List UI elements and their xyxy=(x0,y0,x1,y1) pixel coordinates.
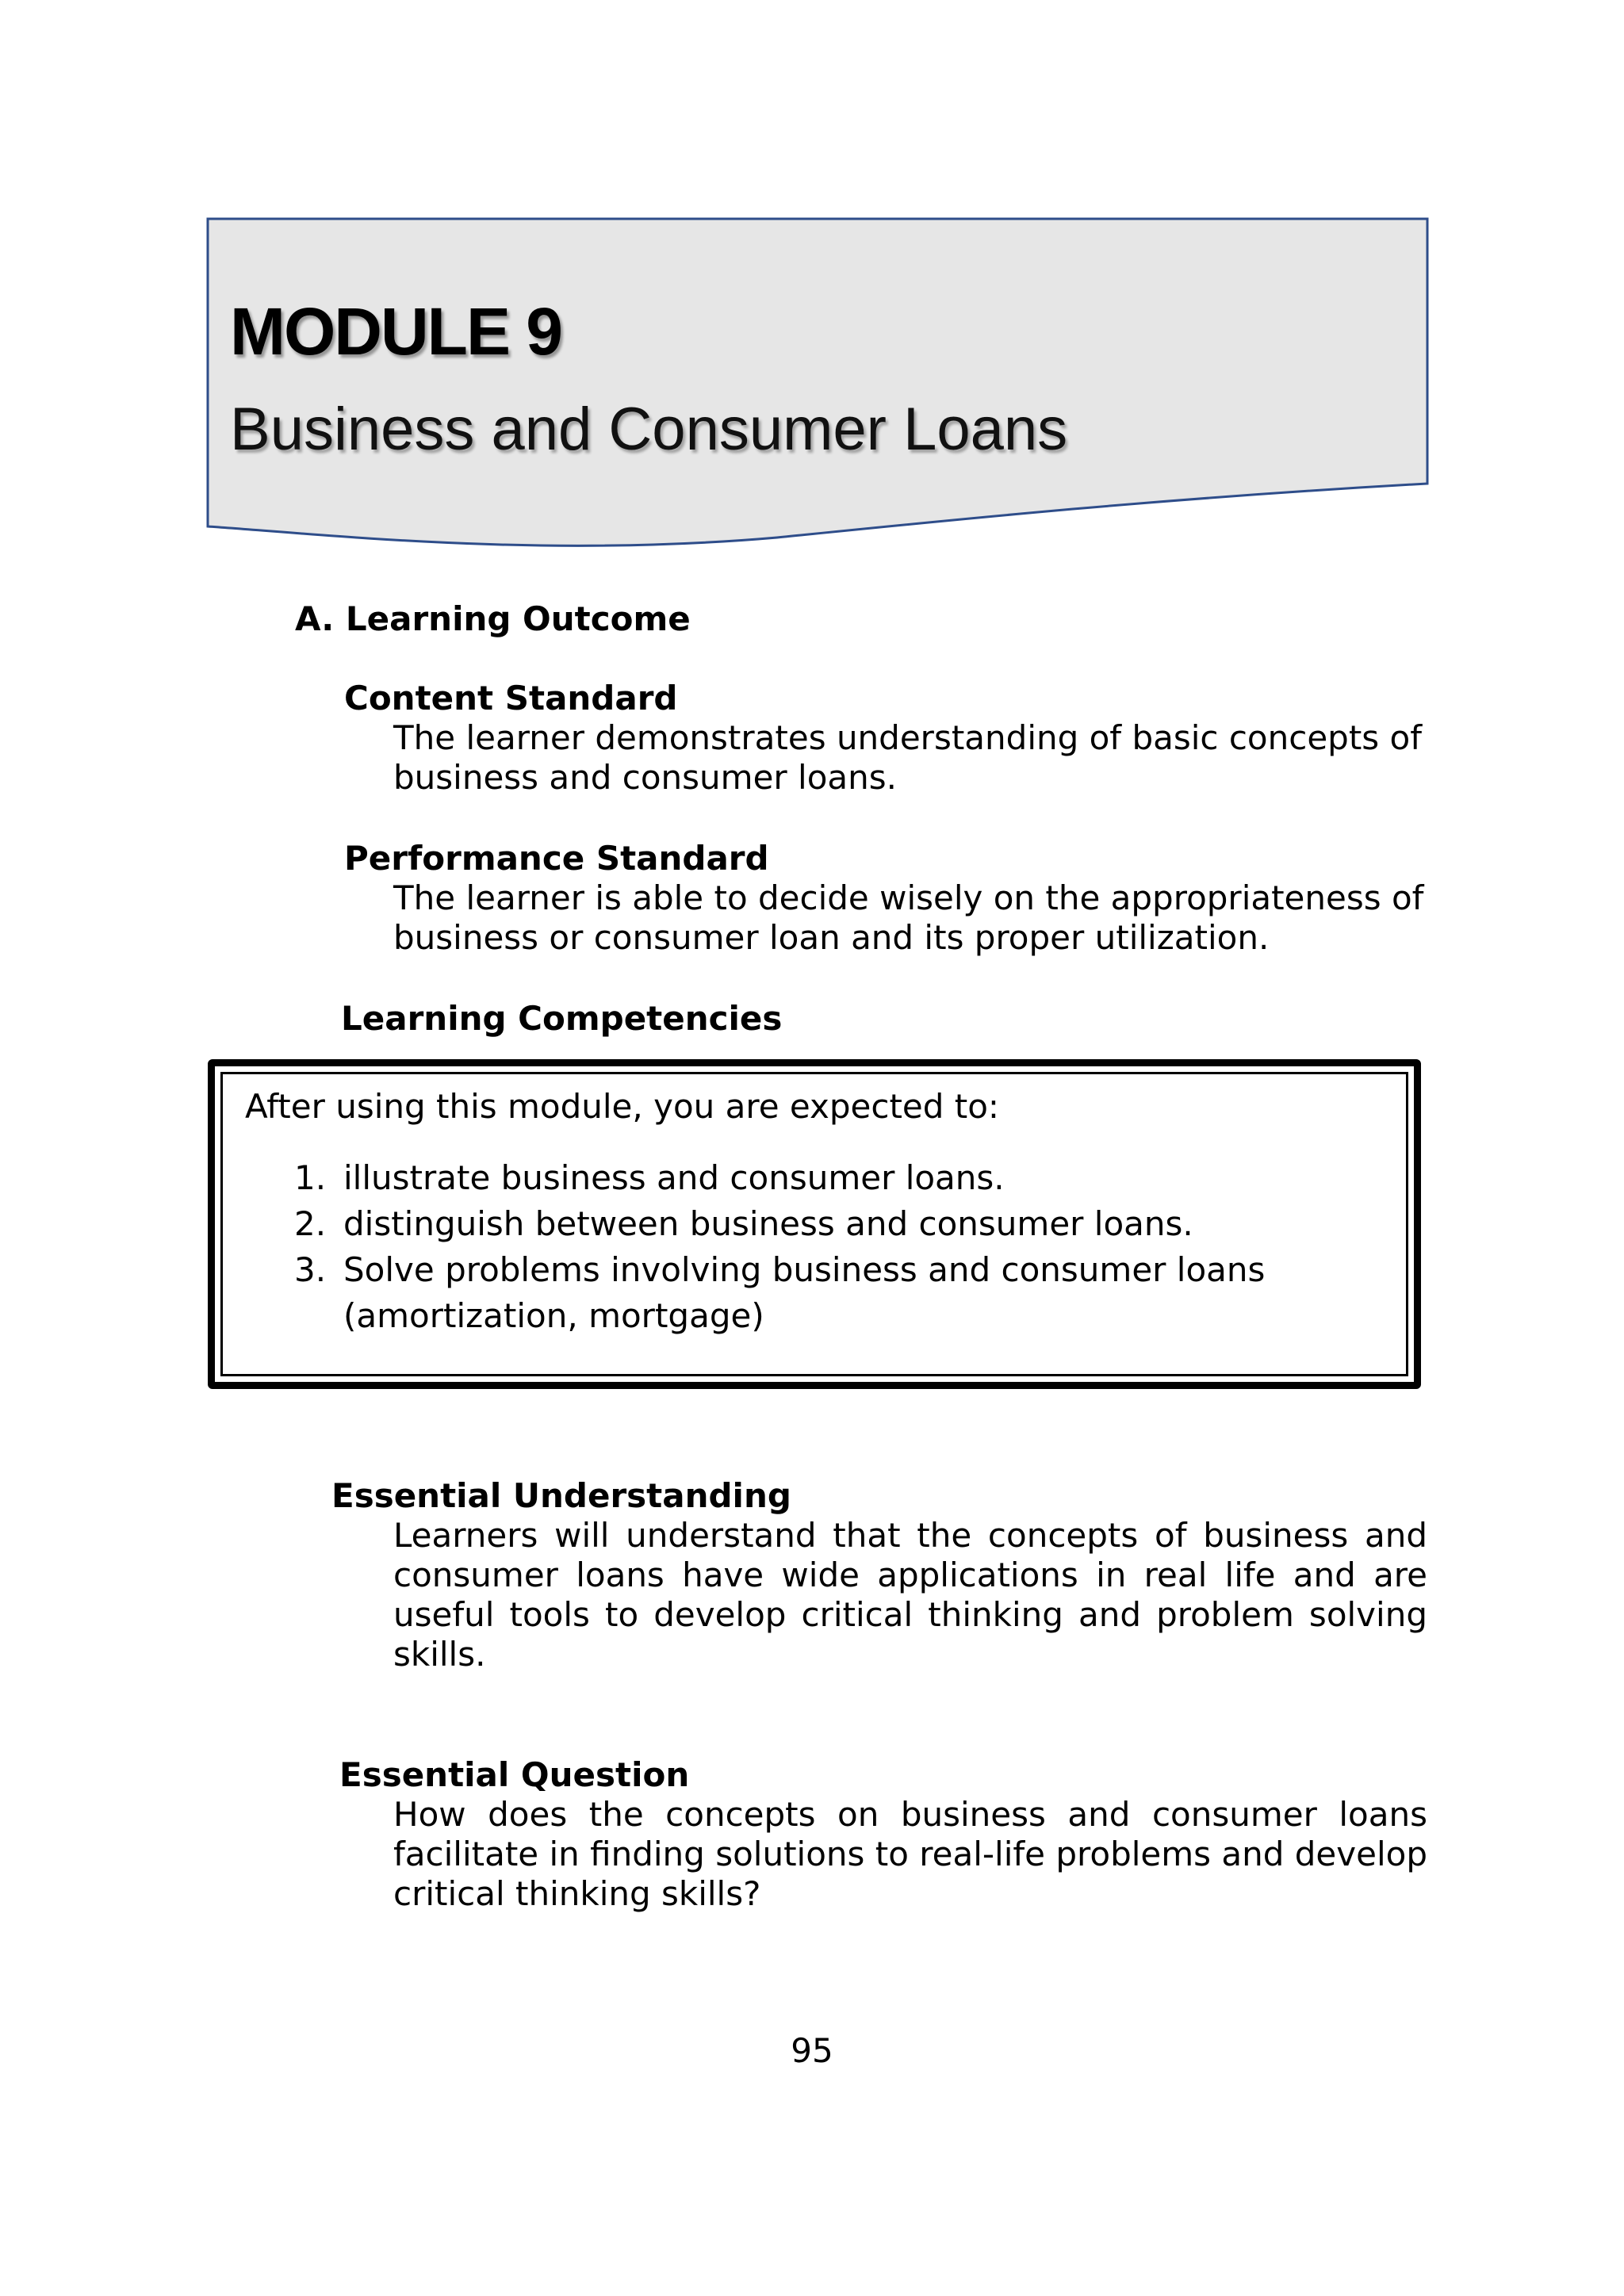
competencies-box xyxy=(208,1059,1421,1389)
performance-standard-text: The learner is able to decide wisely on the appropriateness of business or consumer loan and its proper utilization. xyxy=(393,878,1424,957)
learning-competencies-heading: Learning Competencies xyxy=(341,999,783,1038)
module-number: MODULE 9 xyxy=(230,294,562,369)
list-item-number: 2. xyxy=(294,1204,327,1243)
list-item-number: 1. xyxy=(294,1158,327,1197)
module-banner xyxy=(206,217,1429,550)
list-item xyxy=(245,1155,1371,1201)
competencies-intro: After using this module, you are expected to: xyxy=(245,1087,1000,1126)
list-item-text: distinguish between business and consumer loans. xyxy=(343,1204,1193,1243)
essential-question-text: How does the concepts on business and consumer loans facilitate in finding solutions to real-life problems and develop critical thinking skills? xyxy=(393,1795,1427,1913)
list-item-text: Solve problems involving business and consumer loans (amortization, mortgage) xyxy=(343,1250,1266,1335)
module-title: Business and Consumer Loans xyxy=(230,396,1068,463)
list-item xyxy=(245,1247,1371,1339)
essential-question-heading: Essential Question xyxy=(339,1755,690,1794)
essential-understanding-heading: Essential Understanding xyxy=(331,1476,791,1515)
list-item xyxy=(245,1201,1371,1247)
content-standard-text: The learner demonstrates understanding of basic concepts of business and consumer loans. xyxy=(393,718,1423,797)
page-number: 95 xyxy=(791,2031,833,2070)
performance-standard-heading: Performance Standard xyxy=(344,839,769,878)
competencies-list xyxy=(245,1155,1371,1339)
content-standard-heading: Content Standard xyxy=(344,679,678,718)
learning-outcome-heading: A. Learning Outcome xyxy=(295,599,691,638)
list-item-number: 3. xyxy=(294,1250,327,1289)
essential-understanding-text: Learners will understand that the concepts of business and consumer loans have wide applications in real life and are useful tools to develop critical thinking and problem solving skills. xyxy=(393,1516,1427,1674)
list-item-text: illustrate business and consumer loans. xyxy=(343,1158,1005,1197)
banner-shape xyxy=(206,217,1429,550)
